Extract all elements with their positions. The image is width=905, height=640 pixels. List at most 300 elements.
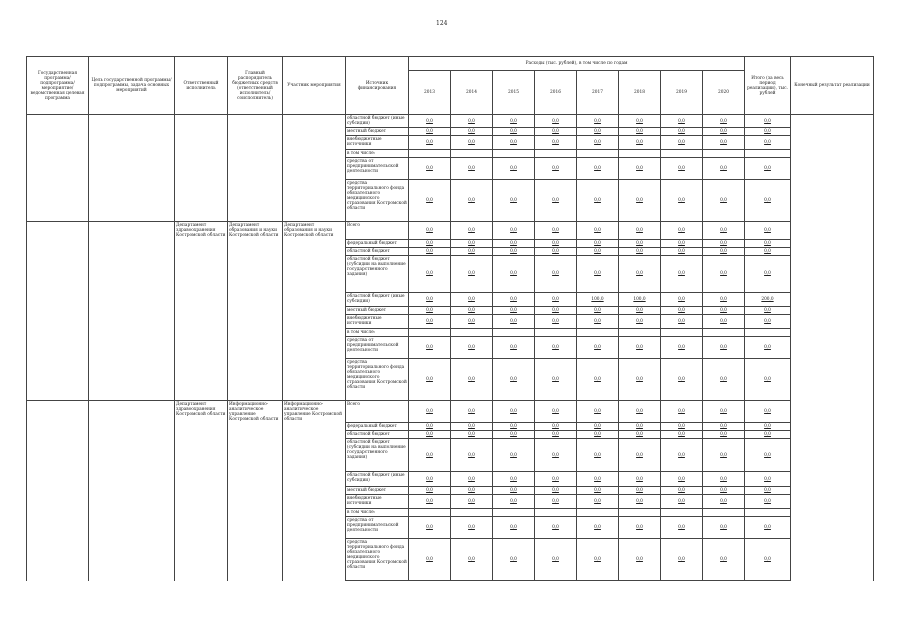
goal-cell xyxy=(89,314,175,328)
value-cell: 0,0 xyxy=(577,136,619,150)
value-cell xyxy=(535,328,577,336)
table-row xyxy=(27,180,874,222)
manager-cell xyxy=(228,292,283,306)
manager-cell xyxy=(228,115,283,128)
value-cell: 0,0 xyxy=(703,517,745,539)
total-cell: 200,0 xyxy=(745,292,791,306)
source-cell: местный бюджет xyxy=(346,306,409,314)
value-cell: 0,0 xyxy=(493,255,535,292)
value-cell: 0,0 xyxy=(703,128,745,136)
value-cell: 0,0 xyxy=(619,487,661,495)
responsible-cell xyxy=(175,247,228,255)
value-cell: 0,0 xyxy=(577,222,619,240)
value-cell: 0,0 xyxy=(451,247,493,255)
value-cell xyxy=(619,509,661,517)
source-cell: внебюджетные источники xyxy=(346,136,409,150)
manager-cell xyxy=(228,306,283,314)
value-cell: 0,0 xyxy=(661,539,703,581)
participant-cell xyxy=(283,509,346,517)
source-cell: внебюджетные источники xyxy=(346,314,409,328)
value-cell: 0,0 xyxy=(535,255,577,292)
value-cell: 0,0 xyxy=(661,158,703,180)
value-cell: 0,0 xyxy=(493,314,535,328)
total-cell: 0,0 xyxy=(745,517,791,539)
value-cell: 0,0 xyxy=(493,423,535,431)
participant-cell xyxy=(283,115,346,128)
budget-table xyxy=(26,56,874,581)
participant-cell xyxy=(283,247,346,255)
participant-cell xyxy=(283,314,346,328)
header-year: 2015 xyxy=(493,71,535,115)
value-cell: 0,0 xyxy=(661,222,703,240)
value-cell: 0,0 xyxy=(493,292,535,306)
result-cell xyxy=(791,158,874,180)
table-row xyxy=(27,423,874,431)
result-cell xyxy=(791,306,874,314)
result-cell xyxy=(791,431,874,439)
goal-cell xyxy=(89,495,175,509)
result-cell xyxy=(791,472,874,487)
header-budget-manager: Главный распорядитель бюджетных средств (ответственный исполнитель/соисполнитель) xyxy=(228,57,283,115)
value-cell: 0,0 xyxy=(535,158,577,180)
manager-cell xyxy=(228,180,283,222)
goal-cell xyxy=(89,136,175,150)
responsible-cell xyxy=(175,128,228,136)
value-cell: 0,0 xyxy=(619,115,661,128)
result-cell xyxy=(791,292,874,306)
value-cell: 0,0 xyxy=(577,128,619,136)
total-cell xyxy=(745,150,791,158)
result-cell xyxy=(791,314,874,328)
value-cell: 0,0 xyxy=(451,336,493,358)
value-cell: 0,0 xyxy=(577,423,619,431)
value-cell: 0,0 xyxy=(577,539,619,581)
goal-cell xyxy=(89,158,175,180)
value-cell: 0,0 xyxy=(493,495,535,509)
value-cell: 0,0 xyxy=(451,439,493,472)
value-cell: 0,0 xyxy=(451,400,493,423)
goal-cell xyxy=(89,431,175,439)
total-cell: 0,0 xyxy=(745,158,791,180)
program-cell xyxy=(27,115,89,128)
source-cell: в том числе: xyxy=(346,328,409,336)
value-cell: 0,0 xyxy=(409,517,451,539)
manager-cell xyxy=(228,128,283,136)
goal-cell xyxy=(89,150,175,158)
value-cell xyxy=(661,509,703,517)
result-cell xyxy=(791,487,874,495)
table-row xyxy=(27,115,874,128)
table-row xyxy=(27,472,874,487)
value-cell: 0,0 xyxy=(451,222,493,240)
result-cell xyxy=(791,400,874,423)
value-cell: 0,0 xyxy=(493,247,535,255)
value-cell: 0,0 xyxy=(493,128,535,136)
value-cell: 0,0 xyxy=(703,487,745,495)
value-cell: 0,0 xyxy=(661,472,703,487)
header-source: Источник финансирования xyxy=(346,57,409,115)
page-number: 124 xyxy=(436,20,448,27)
manager-cell xyxy=(228,328,283,336)
result-cell xyxy=(791,509,874,517)
value-cell: 0,0 xyxy=(619,400,661,423)
value-cell: 0,0 xyxy=(493,487,535,495)
value-cell: 0,0 xyxy=(451,495,493,509)
value-cell: 0,0 xyxy=(493,306,535,314)
manager-cell xyxy=(228,255,283,292)
manager-cell xyxy=(228,431,283,439)
table-row xyxy=(27,539,874,581)
program-cell xyxy=(27,472,89,487)
value-cell: 0,0 xyxy=(535,292,577,306)
header-total: Итого (за весь период реализации), тыс. рублей xyxy=(745,57,791,115)
value-cell: 0,0 xyxy=(451,431,493,439)
value-cell: 0,0 xyxy=(451,180,493,222)
value-cell: 0,0 xyxy=(577,314,619,328)
total-cell: 0,0 xyxy=(745,539,791,581)
value-cell: 0,0 xyxy=(535,128,577,136)
result-cell xyxy=(791,115,874,128)
source-cell: областной бюджет (иные субсидии) xyxy=(346,292,409,306)
program-cell xyxy=(27,517,89,539)
source-cell: внебюджетные источники xyxy=(346,495,409,509)
participant-cell xyxy=(283,255,346,292)
value-cell: 0,0 xyxy=(493,336,535,358)
goal-cell xyxy=(89,255,175,292)
result-cell xyxy=(791,247,874,255)
value-cell: 0,0 xyxy=(409,495,451,509)
result-cell xyxy=(791,328,874,336)
total-cell: 0,0 xyxy=(745,472,791,487)
value-cell: 0,0 xyxy=(535,495,577,509)
value-cell: 0,0 xyxy=(493,400,535,423)
result-cell xyxy=(791,423,874,431)
value-cell: 0,0 xyxy=(619,336,661,358)
value-cell: 0,0 xyxy=(619,255,661,292)
value-cell: 0,0 xyxy=(703,158,745,180)
value-cell: 0,0 xyxy=(661,431,703,439)
value-cell xyxy=(577,328,619,336)
participant-cell xyxy=(283,158,346,180)
goal-cell xyxy=(89,128,175,136)
responsible-cell xyxy=(175,495,228,509)
value-cell: 0,0 xyxy=(493,136,535,150)
manager-cell xyxy=(228,136,283,150)
source-cell: Всего xyxy=(346,222,409,240)
total-cell: 0,0 xyxy=(745,439,791,472)
value-cell: 0,0 xyxy=(577,439,619,472)
value-cell: 0,0 xyxy=(451,517,493,539)
program-cell xyxy=(27,314,89,328)
goal-cell xyxy=(89,423,175,431)
total-cell: 0,0 xyxy=(745,247,791,255)
participant-cell xyxy=(283,431,346,439)
value-cell xyxy=(451,150,493,158)
participant-cell xyxy=(283,539,346,581)
program-cell xyxy=(27,136,89,150)
responsible-cell xyxy=(175,328,228,336)
table-row xyxy=(27,128,874,136)
participant-cell xyxy=(283,336,346,358)
table-row xyxy=(27,358,874,400)
program-cell xyxy=(27,495,89,509)
responsible-cell xyxy=(175,336,228,358)
result-cell xyxy=(791,222,874,240)
value-cell: 0,0 xyxy=(409,247,451,255)
source-cell: средства территориального фонда обязательного медицинского страхования Костромской области xyxy=(346,358,409,400)
value-cell xyxy=(703,328,745,336)
value-cell: 0,0 xyxy=(619,247,661,255)
value-cell: 0,0 xyxy=(577,495,619,509)
goal-cell xyxy=(89,247,175,255)
value-cell: 0,0 xyxy=(409,358,451,400)
value-cell: 0,0 xyxy=(409,439,451,472)
source-cell: средства территориального фонда обязательного медицинского страхования Костромской области xyxy=(346,539,409,581)
value-cell: 0,0 xyxy=(661,136,703,150)
value-cell: 0,0 xyxy=(451,128,493,136)
value-cell: 0,0 xyxy=(703,495,745,509)
participant-cell: Информационно-аналитическое управление Костромской области xyxy=(283,400,346,423)
program-cell xyxy=(27,423,89,431)
value-cell xyxy=(535,509,577,517)
participant-cell xyxy=(283,150,346,158)
responsible-cell xyxy=(175,158,228,180)
responsible-cell: Департамент здравоохранения Костромской области xyxy=(175,400,228,423)
program-cell xyxy=(27,328,89,336)
participant-cell: Департамент образования и науки Костромской области xyxy=(283,222,346,240)
value-cell xyxy=(409,509,451,517)
header-expenses: Расходы (тыс. рублей), в том числе по годам xyxy=(409,57,745,71)
program-cell xyxy=(27,358,89,400)
result-cell xyxy=(791,439,874,472)
value-cell: 0,0 xyxy=(577,239,619,247)
value-cell: 0,0 xyxy=(661,423,703,431)
value-cell: 0,0 xyxy=(493,472,535,487)
source-cell: областной бюджет xyxy=(346,431,409,439)
goal-cell xyxy=(89,487,175,495)
table-row xyxy=(27,328,874,336)
value-cell: 0,0 xyxy=(535,115,577,128)
responsible-cell xyxy=(175,509,228,517)
manager-cell xyxy=(228,509,283,517)
table-row xyxy=(27,239,874,247)
value-cell: 0,0 xyxy=(661,292,703,306)
value-cell: 0,0 xyxy=(493,222,535,240)
table-row xyxy=(27,431,874,439)
manager-cell xyxy=(228,495,283,509)
value-cell: 0,0 xyxy=(619,472,661,487)
responsible-cell xyxy=(175,431,228,439)
manager-cell: Департамент образования и науки Костромской области xyxy=(228,222,283,240)
total-cell: 0,0 xyxy=(745,314,791,328)
value-cell: 0,0 xyxy=(661,239,703,247)
value-cell: 0,0 xyxy=(703,306,745,314)
value-cell: 0,0 xyxy=(409,423,451,431)
value-cell: 0,0 xyxy=(577,115,619,128)
value-cell: 0,0 xyxy=(451,255,493,292)
total-cell: 0,0 xyxy=(745,239,791,247)
source-cell: в том числе: xyxy=(346,509,409,517)
table-row xyxy=(27,439,874,472)
source-cell: областной бюджет (субсидии на выполнение государственного задания) xyxy=(346,255,409,292)
header-responsible: Ответственный исполнитель xyxy=(175,57,228,115)
value-cell: 0,0 xyxy=(619,431,661,439)
program-cell xyxy=(27,239,89,247)
value-cell: 0,0 xyxy=(493,158,535,180)
value-cell: 0,0 xyxy=(409,158,451,180)
participant-cell xyxy=(283,128,346,136)
goal-cell xyxy=(89,180,175,222)
value-cell xyxy=(409,328,451,336)
total-cell: 0,0 xyxy=(745,400,791,423)
total-cell: 0,0 xyxy=(745,255,791,292)
responsible-cell xyxy=(175,472,228,487)
value-cell: 0,0 xyxy=(409,222,451,240)
value-cell: 0,0 xyxy=(703,115,745,128)
header-year: 2018 xyxy=(619,71,661,115)
participant-cell xyxy=(283,423,346,431)
result-cell xyxy=(791,239,874,247)
participant-cell xyxy=(283,136,346,150)
value-cell: 0,0 xyxy=(577,400,619,423)
value-cell: 0,0 xyxy=(661,306,703,314)
value-cell: 0,0 xyxy=(451,136,493,150)
table-row xyxy=(27,222,874,240)
value-cell: 0,0 xyxy=(577,517,619,539)
value-cell: 0,0 xyxy=(451,115,493,128)
total-cell: 0,0 xyxy=(745,222,791,240)
value-cell: 0,0 xyxy=(409,336,451,358)
table-row xyxy=(27,517,874,539)
manager-cell xyxy=(228,239,283,247)
value-cell: 0,0 xyxy=(535,180,577,222)
goal-cell xyxy=(89,539,175,581)
program-cell xyxy=(27,431,89,439)
goal-cell xyxy=(89,115,175,128)
total-cell: 0,0 xyxy=(745,495,791,509)
program-cell xyxy=(27,158,89,180)
value-cell: 0,0 xyxy=(703,539,745,581)
value-cell: 0,0 xyxy=(577,247,619,255)
value-cell xyxy=(703,509,745,517)
responsible-cell xyxy=(175,306,228,314)
value-cell xyxy=(577,509,619,517)
participant-cell xyxy=(283,495,346,509)
value-cell: 0,0 xyxy=(493,431,535,439)
value-cell: 0,0 xyxy=(451,539,493,581)
responsible-cell xyxy=(175,439,228,472)
responsible-cell xyxy=(175,180,228,222)
total-cell: 0,0 xyxy=(745,306,791,314)
value-cell xyxy=(409,150,451,158)
value-cell: 0,0 xyxy=(409,431,451,439)
manager-cell xyxy=(228,487,283,495)
value-cell: 0,0 xyxy=(619,517,661,539)
source-cell: областной бюджет (иные субсидии) xyxy=(346,472,409,487)
header-year: 2014 xyxy=(451,71,493,115)
manager-cell xyxy=(228,150,283,158)
goal-cell xyxy=(89,472,175,487)
header-year: 2019 xyxy=(661,71,703,115)
value-cell: 0,0 xyxy=(619,495,661,509)
participant-cell xyxy=(283,292,346,306)
participant-cell xyxy=(283,239,346,247)
value-cell: 0,0 xyxy=(535,487,577,495)
program-cell xyxy=(27,487,89,495)
value-cell: 0,0 xyxy=(577,306,619,314)
responsible-cell xyxy=(175,423,228,431)
table-row xyxy=(27,336,874,358)
value-cell: 0,0 xyxy=(493,239,535,247)
source-cell: федеральный бюджет xyxy=(346,423,409,431)
program-cell xyxy=(27,222,89,240)
value-cell: 0,0 xyxy=(409,539,451,581)
value-cell: 0,0 xyxy=(409,292,451,306)
total-cell: 0,0 xyxy=(745,431,791,439)
responsible-cell xyxy=(175,115,228,128)
responsible-cell xyxy=(175,292,228,306)
value-cell: 0,0 xyxy=(535,239,577,247)
value-cell xyxy=(451,509,493,517)
value-cell: 0,0 xyxy=(661,487,703,495)
table-row xyxy=(27,150,874,158)
value-cell: 0,0 xyxy=(619,239,661,247)
value-cell xyxy=(493,509,535,517)
manager-cell xyxy=(228,423,283,431)
value-cell: 0,0 xyxy=(703,239,745,247)
value-cell xyxy=(661,150,703,158)
value-cell: 0,0 xyxy=(577,158,619,180)
value-cell: 0,0 xyxy=(703,255,745,292)
value-cell: 0,0 xyxy=(535,472,577,487)
responsible-cell xyxy=(175,136,228,150)
value-cell: 0,0 xyxy=(619,222,661,240)
table-row xyxy=(27,306,874,314)
value-cell: 0,0 xyxy=(409,400,451,423)
value-cell: 0,0 xyxy=(703,336,745,358)
goal-cell xyxy=(89,328,175,336)
value-cell: 0,0 xyxy=(409,128,451,136)
result-cell xyxy=(791,180,874,222)
responsible-cell xyxy=(175,517,228,539)
value-cell: 0,0 xyxy=(703,314,745,328)
value-cell: 0,0 xyxy=(661,400,703,423)
participant-cell xyxy=(283,358,346,400)
total-cell xyxy=(745,509,791,517)
value-cell: 0,0 xyxy=(409,472,451,487)
value-cell: 0,0 xyxy=(535,400,577,423)
program-cell xyxy=(27,400,89,423)
header-year: 2016 xyxy=(535,71,577,115)
table-row xyxy=(27,314,874,328)
participant-cell xyxy=(283,439,346,472)
value-cell: 0,0 xyxy=(703,439,745,472)
source-cell: в том числе: xyxy=(346,150,409,158)
value-cell xyxy=(619,150,661,158)
value-cell: 0,0 xyxy=(409,306,451,314)
value-cell xyxy=(703,150,745,158)
manager-cell: Информационно-аналитическое управление Костромской области xyxy=(228,400,283,423)
value-cell: 0,0 xyxy=(493,358,535,400)
value-cell: 0,0 xyxy=(493,517,535,539)
value-cell xyxy=(619,328,661,336)
program-cell xyxy=(27,255,89,292)
value-cell: 0,0 xyxy=(451,158,493,180)
header-result: Конечный результат реализации xyxy=(791,57,874,115)
table-row xyxy=(27,247,874,255)
program-cell xyxy=(27,539,89,581)
manager-cell xyxy=(228,358,283,400)
